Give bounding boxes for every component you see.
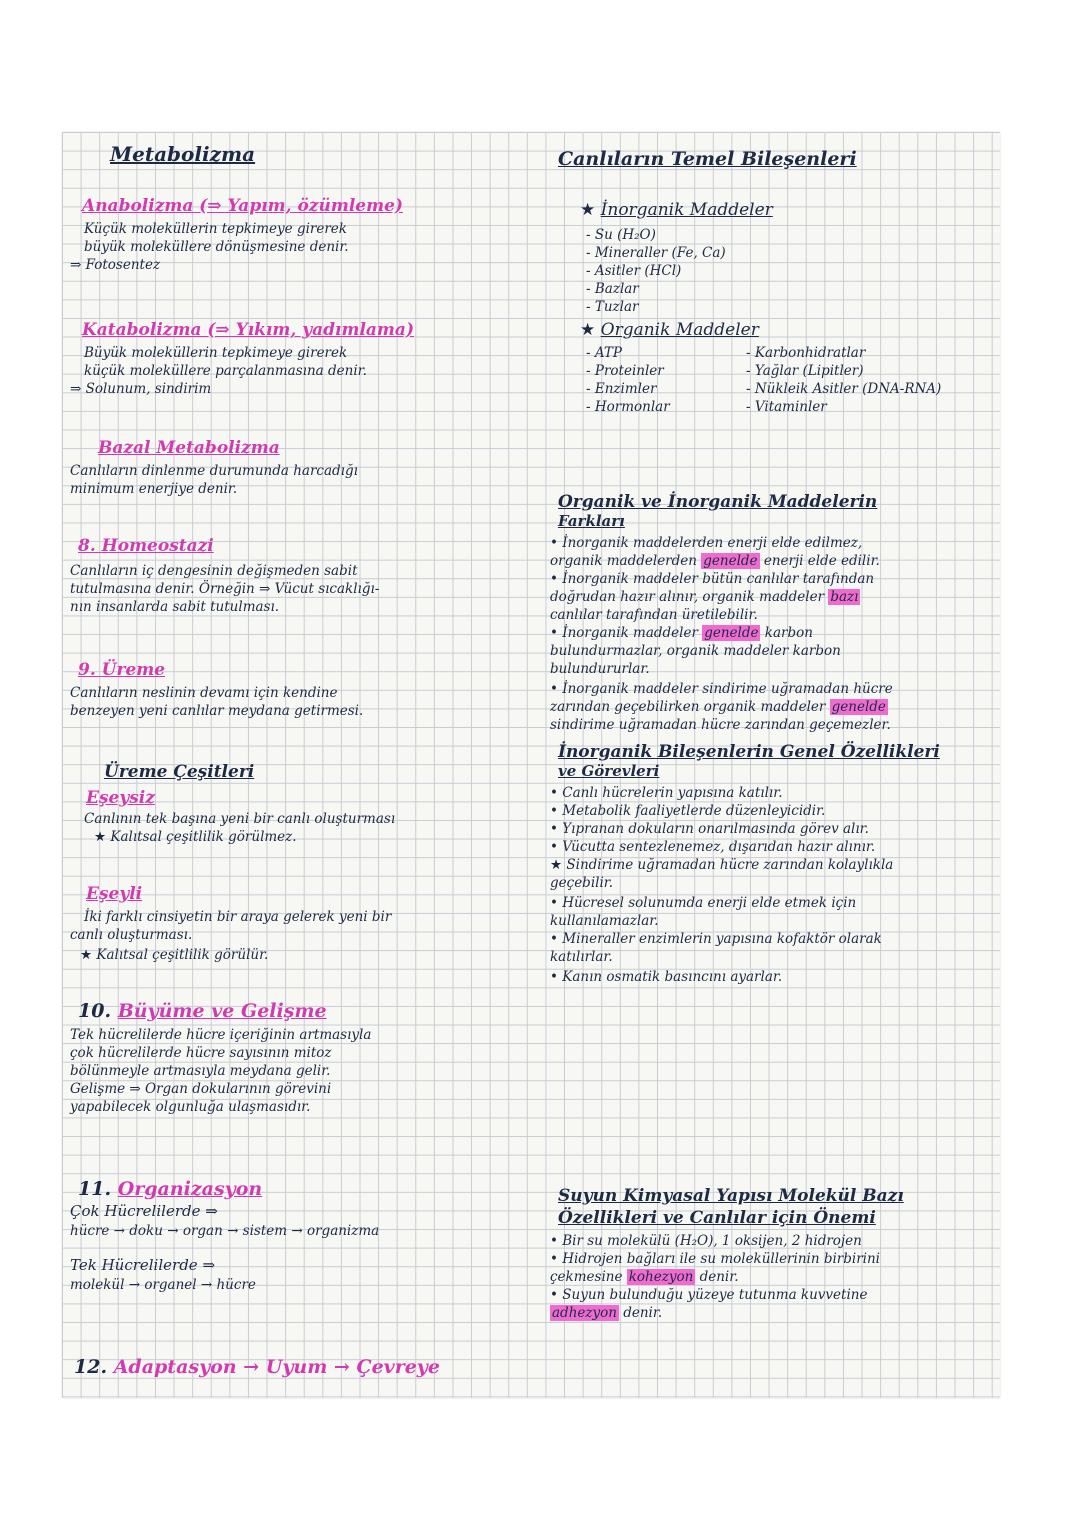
star-icon: ★ [580,320,601,340]
organic-item-text: Enzimler [594,381,657,397]
organic-item-text: Karbonhidratlar [754,345,866,361]
growth-line: Tek hücrelilerde hücre içeriğinin artmasıyla [70,1027,372,1043]
organic-item-text: Vitaminler [754,399,827,415]
sexual-note [80,946,268,964]
inorganic-item: - Tuzlar [586,299,639,315]
diff-line: bulundururlar. [550,661,650,677]
diff-line [550,698,888,716]
anabolism-line: ⇒ Fotosentez [70,257,161,273]
asexual-note-text: Kalıtsal çeşitlilik görülmez. [110,829,297,845]
star-icon: ★ [80,947,97,963]
diff-text: doğrudan hazır alınır, organik maddeler [550,589,825,605]
homeostasis-line: Canlıların iç dengesinin değişmeden sabit [70,563,358,579]
water-line: • Suyun bulunduğu yüzeye tutunma kuvvetine [550,1287,868,1303]
inorganic-item-text: Tuzlar [594,299,639,315]
growth-line: bölünmeyle artmasıyla meydana gelir. [70,1063,331,1079]
diff-highlight: genelde [703,553,758,569]
differences-title-2: Farkları [558,512,625,530]
organic-title [580,320,759,340]
sexual-line: canlı oluşturması. [70,927,193,943]
inorganic-item: - Su (H₂O) [586,227,656,243]
water-text: denir. [623,1305,663,1321]
diff-line: • İnorganik maddeler bütün canlılar tarafından [550,571,875,587]
properties-title: İnorganik Bileşenlerin Genel Özellikleri [558,742,940,762]
sexual-line: İki farklı cinsiyetin bir araya gelerek yeni bir [84,909,392,925]
organic-item: - Proteinler [586,363,664,379]
water-line [550,1304,662,1322]
growth-number: 10. [78,1000,112,1022]
anabolism-line: büyük moleküllere dönüşmesine denir. [84,239,349,255]
property-line: • Canlı hücrelerin yapısına katılır. [550,785,783,801]
reproduction-title: 9. Üreme [78,660,166,680]
organization-number: 11. [78,1178,112,1200]
basal-metabolism-title: Bazal Metabolizma [98,438,280,458]
growth-line: çok hücrelilerde hücre sayısının mitoz [70,1045,332,1061]
growth-title [78,1000,327,1022]
sexual-title: Eşeyli [86,884,143,904]
inorganic-title [580,200,773,220]
adaptation-number: 12. [74,1356,108,1378]
homeostasis-line: tutulmasına denir. Örneğin ⇒ Vücut sıcaklığı- [70,581,380,597]
organization-title [78,1178,262,1200]
basal-line: Canlıların dinlenme durumunda harcadığı [70,463,358,479]
organic-item: - Yağlar (Lipitler) [746,363,864,379]
properties-title-2: ve Görevleri [558,762,660,780]
asexual-line: Canlının tek başına yeni bir canlı oluşturması [84,811,396,827]
water-text: çekmesine [550,1269,623,1285]
anabolism-title: Anabolizma (⇒ Yapım, özümleme) [82,196,403,216]
multi-cell-title: Çok Hücrelilerde ⇒ [70,1202,218,1220]
catabolism-line: ⇒ Solunum, sindirim [70,381,212,397]
single-cell-title: Tek Hücrelilerde ⇒ [70,1256,216,1274]
diff-line [550,624,813,642]
water-highlight: adhezyon [552,1305,617,1321]
organic-item: - Karbonhidratlar [746,345,866,361]
basal-line: minimum enerjiye denir. [70,481,238,497]
property-line: geçebilir. [550,875,614,891]
diff-highlight: bazı [830,589,859,605]
inorganic-item: - Asitler (HCl) [586,263,682,279]
notebook-page [62,132,1000,1398]
catabolism-line: Büyük moleküllerin tepkimeye girerek [84,345,348,361]
organic-item: - Enzimler [586,381,657,397]
organic-item-text: Nükleik Asitler (DNA-RNA) [754,381,942,397]
property-text: Sindirime uğramadan hücre zarından kolaylıkla [566,857,894,873]
sexual-note-text: Kalıtsal çeşitlilik görülür. [96,947,269,963]
multi-cell-chain: hücre → doku → organ → sistem → organizma [70,1223,380,1239]
diff-line [550,588,860,606]
asexual-title: Eşeysiz [86,788,155,808]
diff-line: • İnorganik maddelerden enerji elde edilmez, [550,535,863,551]
growth-title-text: Büyüme ve Gelişme [117,1000,327,1022]
organic-item: - ATP [586,345,622,361]
anabolism-line: Küçük moleküllerin tepkimeye girerek [84,221,347,237]
adaptation-line [74,1356,440,1378]
property-line: katılırlar. [550,949,613,965]
inorganic-item-text: Asitler (HCl) [594,263,682,279]
reproduction-line: benzeyen yeni canlılar meydana getirmesi. [70,703,364,719]
diff-highlight: genelde [831,699,886,715]
organization-title-text: Organizasyon [117,1178,263,1200]
organic-item: - Nükleik Asitler (DNA-RNA) [746,381,942,397]
asexual-note [94,828,297,846]
reproduction-line: Canlıların neslinin devamı için kendine [70,685,338,701]
property-line: • Vücutta sentezlenemez, dışarıdan hazır alınır. [550,839,876,855]
organic-item-text: Proteinler [594,363,664,379]
catabolism-title: Katabolizma (⇒ Yıkım, yadımlama) [82,320,414,340]
components-title: Canlıların Temel Bileşenleri [558,148,857,170]
water-line: • Bir su molekülü (H₂O), 1 oksijen, 2 hidrojen [550,1233,862,1249]
growth-line: Gelişme ⇒ Organ dokularının görevini [70,1081,332,1097]
adaptation-text: Adaptasyon → Uyum → Çevreye [113,1356,440,1378]
inorganic-item: - Mineraller (Fe, Ca) [586,245,726,261]
diff-text: organik maddelerden [550,553,697,569]
inorganic-item-text: Mineraller (Fe, Ca) [594,245,726,261]
organic-item-text: ATP [594,345,622,361]
organic-item: - Vitaminler [746,399,827,415]
homeostasis-line: nın insanlarda sabit tutulması. [70,599,280,615]
inorganic-item-text: Su (H₂O) [594,227,656,243]
diff-text: zarından geçebilirken organik maddeler [550,699,826,715]
water-text: denir. [699,1269,739,1285]
differences-title: Organik ve İnorganik Maddelerin [558,492,878,512]
water-line: • Hidrojen bağları ile su moleküllerinin birbirini [550,1251,880,1267]
metabolism-title: Metabolizma [110,142,256,166]
water-highlight: kohezyon [628,1269,694,1285]
diff-line: sindirime uğramadan hücre zarından geçemezler. [550,717,891,733]
star-icon: ★ [580,200,601,220]
organic-item-text: Yağlar (Lipitler) [754,363,864,379]
property-line: • Kanın osmatik basıncını ayarlar. [550,969,783,985]
inorganic-item-text: Bazlar [594,281,639,297]
catabolism-line: küçük moleküllere parçalanmasına denir. [84,363,367,379]
property-line: • Mineraller enzimlerin yapısına kofaktör olarak [550,931,882,947]
diff-line [550,552,880,570]
diff-line: • İnorganik maddeler sindirime uğramadan hücre [550,681,893,697]
diff-line: canlılar tarafından üretilebilir. [550,607,758,623]
diff-text: • İnorganik maddeler [550,625,698,641]
diff-line: bulundurmazlar, organik maddeler karbon [550,643,841,659]
organic-item-text: Hormonlar [594,399,670,415]
property-line: • Yıpranan dokuların onarılmasında görev alır. [550,821,869,837]
inorganic-item: - Bazlar [586,281,639,297]
organic-title-text: Organik Maddeler [600,320,759,340]
inorganic-title-text: İnorganik Maddeler [600,200,773,220]
property-line: • Hücresel solunumda enerji elde etmek için [550,895,857,911]
water-title: Suyun Kimyasal Yapısı Molekül Bazı [558,1186,904,1206]
diff-text: enerji elde edilir. [763,553,880,569]
reproduction-types-title: Üreme Çeşitleri [104,762,255,782]
property-line: kullanılamazlar. [550,913,659,929]
water-title-2: Özellikleri ve Canlılar için Önemi [558,1208,876,1228]
star-icon: ★ [550,857,567,873]
property-line [550,856,893,874]
diff-text: karbon [764,625,813,641]
organic-item: - Hormonlar [586,399,670,415]
homeostasis-title: 8. Homeostazi [78,536,214,556]
growth-line: yapabilecek olgunluğa ulaşmasıdır. [70,1099,311,1115]
water-line [550,1268,739,1286]
star-icon: ★ [94,829,111,845]
diff-highlight: genelde [704,625,759,641]
property-line: • Metabolik faaliyetlerde düzenleyicidir. [550,803,826,819]
single-cell-chain: molekül → organel → hücre [70,1277,256,1293]
